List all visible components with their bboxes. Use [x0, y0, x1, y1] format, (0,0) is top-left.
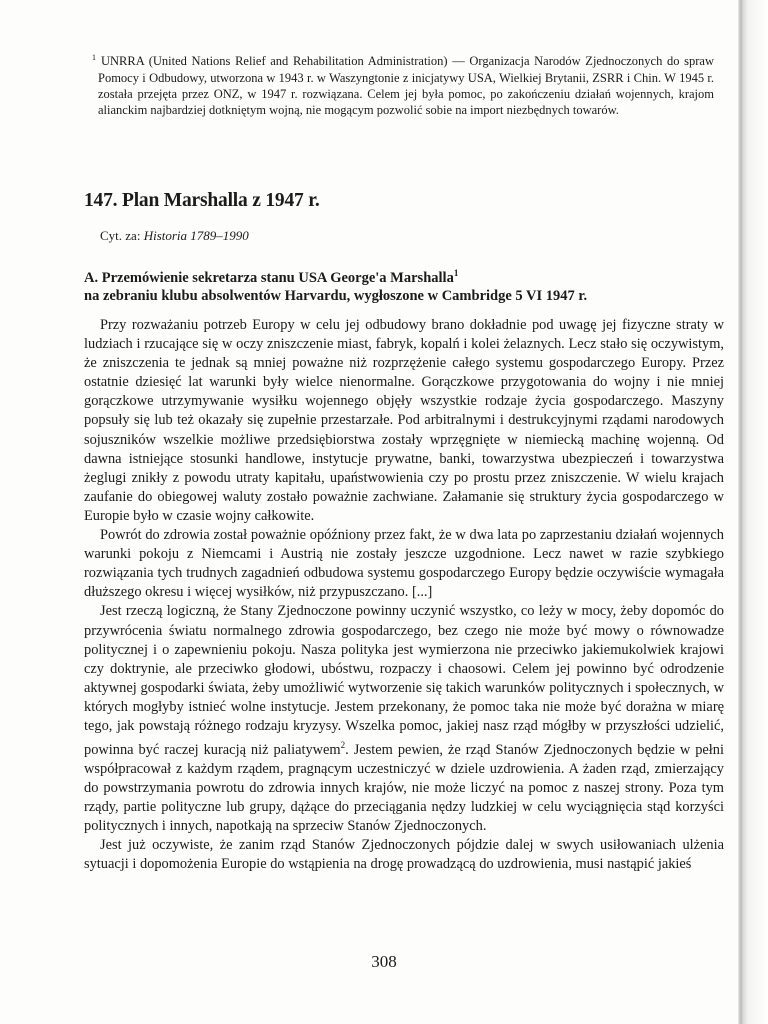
page-number: 308 — [371, 952, 397, 971]
source-citation — [100, 228, 249, 244]
paragraph-2: Powrót do zdrowia został poważnie opóźniony przez fakt, że w dwa lata po zaprzestaniu działań wojennych warunki pokoju z Niemcami i Austrią nie zostały jeszcze uzgodnione. Lecz nawet w razie szybkiego rozwiązania tych trudnych zagadnień odbudowa systemu gospodarczego Europy będzie oczywiście wymagała dłuższego okresu i więcej wysiłków, niż przypuszczano. [...] — [84, 527, 724, 601]
paragraph-3-footnote-marker: 2 — [340, 740, 346, 751]
body-text — [84, 316, 724, 875]
paragraph-3-part-1: Jest rzeczą logiczną, że Stany Zjednoczone powinny uczynić wszystko, co leży w mocy, żeby dopomóc do przywrócenia światu normalnego zdrowia gospodarczego, bez czego nie może być mowy o równowadze politycznej i o zapewnieniu pokoju. Nasza polityka jest wymierzona nie przeciwko jakiemukolwiek krajowi czy doktrynie, ale przeciwko głodowi, ubóstwu, rozpaczy i chaosowi. Celem jej powinno być odrodzenie aktywnej gospodarki świata, żeby umożliwić wytworzenie się takich warunków politycznych i społecznych, w których mogłyby istnieć wolne instytucje. Jestem przekonany, że pomoc taka nie może być dorażna w miarę tego, jak powstają różnego rodzaju kryzysy. Wszelka pomoc, jakiej nasz rząd mógłby w przyszłości udzielić, powinna być raczej kuracją niż paliatywem — [84, 603, 724, 758]
source-prefix: Cyt. za: — [100, 228, 141, 243]
document-title: 147. Plan Marshalla z 1947 r. — [84, 190, 320, 211]
section-heading-footnote-marker: 1 — [453, 268, 459, 278]
section-heading-line2: na zebraniu klubu absolwentów Harvardu, wygłoszone w Cambridge 5 VI 1947 r. — [84, 287, 588, 304]
section-heading — [84, 264, 724, 305]
footnote-text: UNRRA (United Nations Relief and Rehabilitation Administration) — Organizacja Narodów Zjednoczonych do spraw Pomocy i Odbudowy, utworzona w 1943 r. w Waszyngtonie z inicjatywy USA, Wielkiej Brytanii, ZSRR i Chin. W 1945 r. została przejęta przez ONZ, w 1947 r. rozwiązana. Celem jej była pomoc, po zakończeniu działań wojennych, krajom alianckim najbardziej dotkniętym wojną, nie mogącym pozwolić sobie na import niezbędnych towarów. — [98, 54, 714, 118]
paragraph-1: Przy rozważaniu potrzeb Europy w celu jej odbudowy brano dokładnie pod uwagę jej fizyczne straty w ludziach i rzucające się w oczy zniszczenie miast, fabryk, kopalń i kolei żelaznych. Lecz stało się oczywistym, że zniszczenia te jednak są mniej poważne niż rozprzężenie całego systemu gospodarczego Europy. Przez ostatnie dziesięć lat warunki były wielce nienormalne. Gorączkowe przygotowania do wojny i nie mniej gorączkowe utrzymywanie wysiłku wojennego objęły wszystkie rodzaje życia gospodarczego. Maszyny popsuły się lub też okazały się zupełnie przestarzałe. Pod arbitralnymi i destrukcyjnymi rządami narodowych sojuszników wszelkie możliwe przedsiębiorstwa zostały wprzęgnięte w niemiecką machinę wojenną. Od dawna istniejące stosunki handlowe, instytucje prywatne, banki, towarzystwa ubezpieczeń i towarzystwa żeglugi znikły z powodu utraty kapitału, upaństwowienia czy po prostu przez zniszczenie. W wielu krajach zaufanie do obiegowej waluty zostało poważnie zachwiane. Załamanie się struktury życia gospodarczego w Europie było w czasie wojny całkowite. — [84, 317, 724, 524]
footnote-marker: 1 — [92, 53, 96, 62]
paragraph-3 — [84, 602, 724, 836]
footnote — [92, 50, 714, 119]
paragraph-3-part-2: . Jestem pewien, że rząd Stanów Zjednoczonych będzie w pełni współpracował z każdym rządem, pragnącym uczestniczyć w dziele uzdrowienia. A żaden rząd, zmierzający do powstrzymania powrotu do zdrowia innych krajów, nie może liczyć na pomoc z naszej strony. Poza tym rządy, partie polityczne lub grupy, dążące do przeciągania nędzy ludzkiej w celu wyciągnięcia stąd korzyści politycznych i innych, napotkają na sprzeciw Stanów Zjednoczonych. — [84, 741, 724, 835]
section-heading-line1: A. Przemówienie sekretarza stanu USA George'a Marshalla — [84, 269, 454, 286]
page-edge-shadow — [738, 0, 768, 1024]
paragraph-4: Jest już oczywiste, że zanim rząd Stanów Zjednoczonych pójdzie dalej w swych usiłowaniach ulżenia sytuacji i dopomożenia Europie do wstąpienia na drogę prowadzącą do uzdrowienia, musi nastąpić jakieś — [84, 837, 724, 873]
source-title: Historia 1789–1990 — [143, 228, 249, 243]
